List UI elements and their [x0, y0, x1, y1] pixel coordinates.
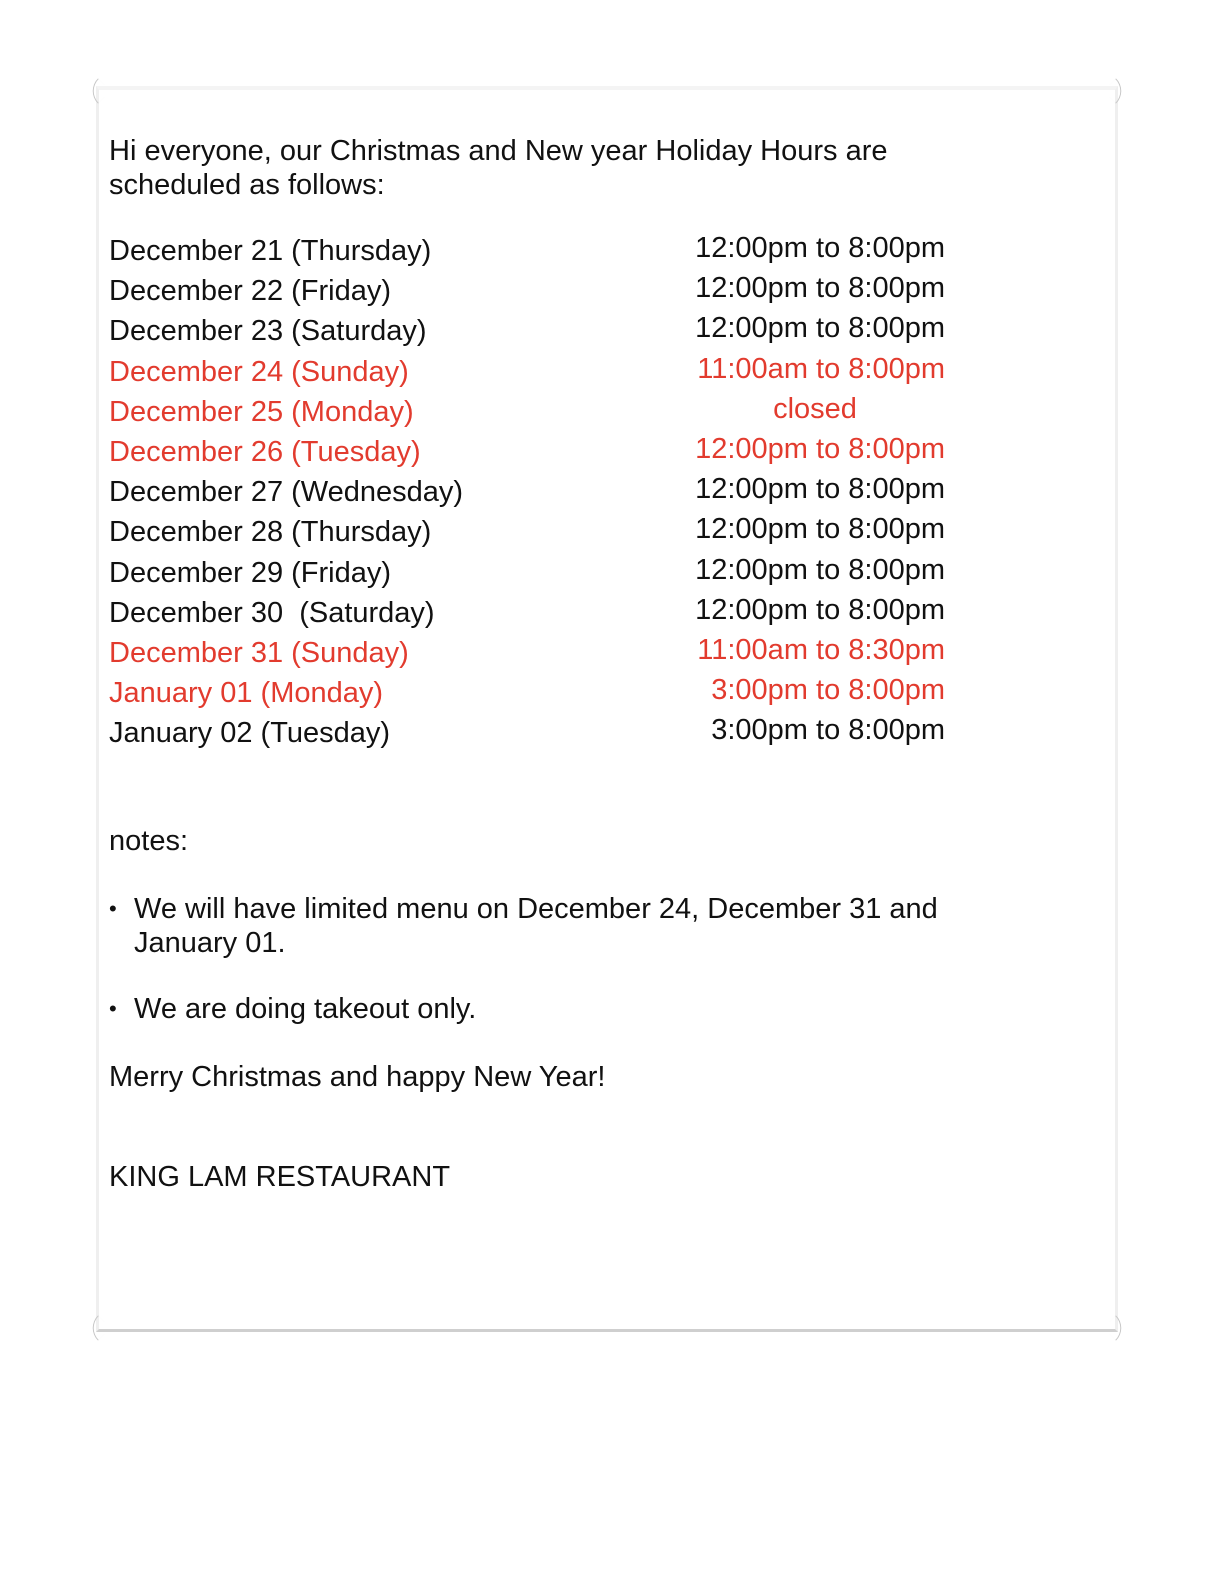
corner-curl-top-left: [85, 78, 110, 103]
bullet-dot-icon: •: [109, 896, 117, 921]
note-item: [109, 892, 969, 960]
schedule-hours: 3:00pm to 8:00pm: [711, 714, 945, 747]
schedule-hours: closed: [773, 392, 857, 425]
schedule-hours: 12:00pm to 8:00pm: [695, 272, 945, 305]
schedule-row: [109, 272, 949, 312]
schedule-row: [109, 714, 949, 754]
holiday-hours-schedule: [109, 232, 949, 754]
schedule-day: January 02 (Tuesday): [109, 717, 391, 750]
schedule-hours: 12:00pm to 8:00pm: [695, 312, 945, 345]
schedule-hours: 12:00pm to 8:00pm: [695, 593, 945, 626]
schedule-hours: 12:00pm to 8:00pm: [695, 432, 945, 465]
schedule-row: [109, 473, 949, 513]
schedule-day: December 24 (Sunday): [109, 355, 409, 388]
schedule-day: December 30 (Saturday): [109, 596, 435, 629]
schedule-row: [109, 554, 949, 594]
schedule-day: December 28 (Thursday): [109, 516, 432, 549]
corner-curl-top-right: [1103, 78, 1128, 103]
schedule-row: [109, 433, 949, 473]
corner-curl-bottom-right: [1103, 1315, 1128, 1340]
schedule-day: December 22 (Friday): [109, 275, 392, 308]
schedule-day: January 01 (Monday): [109, 677, 384, 710]
note-text: We will have limited menu on December 24, December 31 and January 01.: [134, 893, 938, 959]
schedule-hours: 12:00pm to 8:00pm: [695, 473, 945, 506]
schedule-row: [109, 312, 949, 352]
schedule-row: [109, 393, 949, 433]
schedule-row: [109, 353, 949, 393]
schedule-day: December 29 (Friday): [109, 556, 392, 589]
note-text: We are doing takeout only.: [134, 993, 477, 1025]
schedule-row: [109, 634, 949, 674]
notes-list: [109, 892, 969, 1058]
bullet-dot-icon: •: [109, 996, 117, 1021]
schedule-day: December 26 (Tuesday): [109, 435, 421, 468]
schedule-hours: 12:00pm to 8:00pm: [695, 232, 945, 264]
corner-curl-bottom-left: [85, 1315, 110, 1340]
schedule-row: [109, 594, 949, 634]
note-item: [109, 992, 969, 1026]
schedule-day: December 27 (Wednesday): [109, 476, 464, 509]
restaurant-signature: KING LAM RESTAURANT: [109, 1161, 451, 1193]
schedule-row: [109, 232, 949, 272]
schedule-hours: 3:00pm to 8:00pm: [711, 674, 945, 707]
closing-greeting: Merry Christmas and happy New Year!: [109, 1061, 606, 1093]
schedule-day: December 23 (Saturday): [109, 315, 427, 348]
schedule-row: [109, 513, 949, 553]
schedule-hours: 12:00pm to 8:00pm: [695, 513, 945, 546]
schedule-day: December 31 (Sunday): [109, 636, 409, 669]
schedule-hours: 11:00am to 8:00pm: [697, 352, 945, 385]
notes-label: notes:: [109, 825, 188, 857]
schedule-hours: 11:00am to 8:30pm: [697, 633, 945, 666]
schedule-day: December 21 (Thursday): [109, 235, 432, 267]
schedule-row: [109, 674, 949, 714]
schedule-day: December 25 (Monday): [109, 395, 414, 428]
intro-paragraph: Hi everyone, our Christmas and New year Holiday Hours are scheduled as follows:: [109, 135, 888, 201]
schedule-hours: 12:00pm to 8:00pm: [695, 553, 945, 586]
